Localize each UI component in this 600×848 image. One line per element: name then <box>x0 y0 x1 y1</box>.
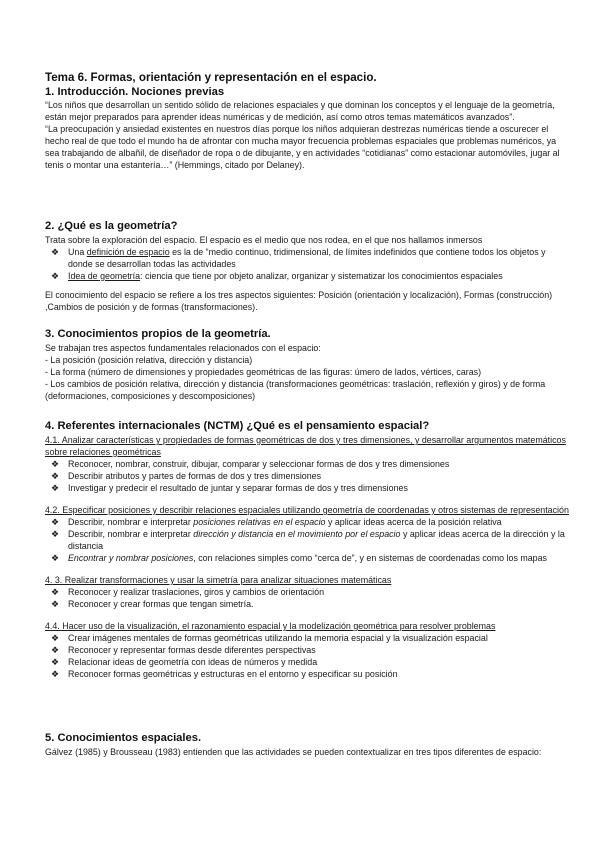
section-3-intro: Se trabajan tres aspectos fundamentales relacionados con el espacio: <box>45 343 321 353</box>
list-item: ❖ Describir atributos y partes de formas de dos y tres dimensiones <box>51 471 322 481</box>
document-title: Tema 6. Formas, orientación y representación en el espacio. <box>45 71 377 84</box>
list-item: ❖ Crear imágenes mentales de formas geométricas utilizando la memoria espacial y la visualización espacial <box>51 633 488 643</box>
diamond-bullet-icon: ❖ <box>51 645 60 655</box>
quote-1: “Los niños que desarrollan un sentido sólido de relaciones espaciales y que dominan los conceptos y el lenguaje de la geometría, están mejor preparados para aprender ideas numéricas y de medición, así como otros temas matemáticos avanzados”. <box>45 99 555 122</box>
section-1-heading: 1. Introducción. Nociones previas <box>45 85 225 98</box>
list-item: ❖ Idea de geometría: ciencia que tiene por objeto analizar, organizar y sistematizar los conocimientos espaciales <box>51 271 503 281</box>
list-item: ❖ Reconocer, nombrar, construir, dibujar, comparar y seleccionar formas de dos y tres dimensiones <box>51 459 450 469</box>
list-item: ❖ Relacionar ideas de geometría con ideas de números y medida <box>51 657 318 667</box>
diamond-bullet-icon: ❖ <box>51 271 60 281</box>
diamond-bullet-icon: ❖ <box>51 599 60 609</box>
subsection-4-4-list <box>45 632 570 680</box>
section-2-intro: Trata sobre la exploración del espacio. El espacio es el medio que nos rodea, en el que nos hallamos inmersos <box>45 235 483 245</box>
diamond-bullet-icon: ❖ <box>51 657 60 667</box>
diamond-bullet-icon: ❖ <box>51 529 60 539</box>
section-3 <box>45 328 570 402</box>
section-5 <box>45 732 570 758</box>
subsection-4-1: 4.1. Analizar características y propiedades de formas geométricas de dos y tres dimensiones, y desarrollar argumentos matemáticos sobre relaciones geométricas <box>45 435 566 457</box>
list-item: ❖ Reconocer y realizar traslaciones, giros y cambios de orientación <box>51 587 325 597</box>
section-2-list <box>45 246 570 282</box>
term-idea-geometria: Idea de geometría <box>68 271 141 281</box>
diamond-bullet-icon: ❖ <box>51 517 60 527</box>
list-item: ❖ Encontrar y nombrar posiciones, con relaciones simples como “cerca de”, y en sistemas de coordenadas como los mapas <box>51 553 547 563</box>
diamond-bullet-icon: ❖ <box>51 669 60 679</box>
section-1 <box>45 71 570 171</box>
section-3-heading: 3. Conocimientos propios de la geometría. <box>45 328 271 340</box>
diamond-bullet-icon: ❖ <box>51 471 60 481</box>
diamond-bullet-icon: ❖ <box>51 483 60 493</box>
subsection-4-4: 4.4. Hacer uso de la visualización, el razonamiento espacial y la modelización geométrica para resolver problemas <box>45 621 496 631</box>
section-4 <box>45 420 570 680</box>
list-item: ❖ Investigar y predecir el resultado de juntar y separar formas de dos y tres dimensiones <box>51 483 408 493</box>
section-2 <box>45 220 570 313</box>
section-5-paragraph: Gálvez (1985) y Brousseau (1983) entienden que las actividades se pueden contextualizar en tres tipos diferentes de espacio: <box>45 747 542 757</box>
diamond-bullet-icon: ❖ <box>51 553 60 563</box>
section-2-paragraph: El conocimiento del espacio se refiere a los tres aspectos siguientes: Posición (orientación y localización), Formas (construcción) ,Cambios de posición y de formas (transformaciones). <box>45 290 553 312</box>
subsection-4-3-list <box>45 586 570 610</box>
list-item: ❖ Reconocer formas geométricas y estructuras en el entorno y especificar su posición <box>51 669 398 679</box>
diamond-bullet-icon: ❖ <box>51 459 60 469</box>
subsection-4-1-list <box>45 458 570 494</box>
section-3-line-2: - La forma (número de dimensiones y propiedades geométricas de las figuras: úmero de lados, vértices, caras) <box>45 367 482 377</box>
section-3-line-3: - Los cambios de posición relativa, dirección y distancia (transformaciones geométricas: traslación, reflexión y giros) y de forma (deformaciones, composiciones y descomposiciones) <box>45 379 546 401</box>
diamond-bullet-icon: ❖ <box>51 633 60 643</box>
list-item: ❖ Reconocer y representar formas desde diferentes perspectivas <box>51 645 316 655</box>
list-item: ❖ Una definición de espacio es la de “medio continuo, tridimensional, de límites indefinidos que contiene todos los objetos y donde se desarrollan todas las actividades <box>51 247 546 269</box>
list-item: ❖ Describir, nombrar e interpretar dirección y distancia en el movimiento por el espacio y aplicar ideas acerca de la dirección y la distancia <box>51 529 565 551</box>
term-definicion-espacio: definición de espacio <box>86 247 170 257</box>
list-item: ❖ Reconocer y crear formas que tengan simetría. <box>51 599 254 609</box>
section-3-line-1: - La posición (posición relativa, dirección y distancia) <box>45 355 253 365</box>
quote-2: “La preocupación y ansiedad existentes en nuestros días porque los niños adquieran destrezas numéricas tiende a oscurecer el hecho real de que todo el mundo ha de afrontar con mucha mayor frecuencia problemas espaciales que problemas numéricos, ya sea trabajando de albañil, de diseñador de ropa o de dibujante, y en actividades “cotidianas” como estacionar automóviles, jugar al tenis o montar una estantería…” (Hemmings, citado por Delaney). <box>45 123 560 170</box>
section-5-heading: 5. Conocimientos espaciales. <box>45 732 202 744</box>
subsection-4-3: 4. 3. Realizar transformaciones y usar la simetría para analizar situaciones matemáticas <box>45 575 392 585</box>
subsection-4-2: 4.2. Especificar posiciones y describir relaciones espaciales utilizando geometría de coordenadas y otros sistemas de representación <box>45 505 569 515</box>
section-2-heading: 2. ¿Qué es la geometría? <box>45 220 178 232</box>
section-4-heading: 4. Referentes internacionales (NCTM) ¿Qué es el pensamiento espacial? <box>45 420 430 432</box>
subsection-4-2-list <box>45 516 570 564</box>
diamond-bullet-icon: ❖ <box>51 247 60 257</box>
list-item: ❖ Describir, nombrar e interpretar posiciones relativas en el espacio y aplicar ideas acerca de la posición relativa <box>51 517 502 527</box>
diamond-bullet-icon: ❖ <box>51 587 60 597</box>
